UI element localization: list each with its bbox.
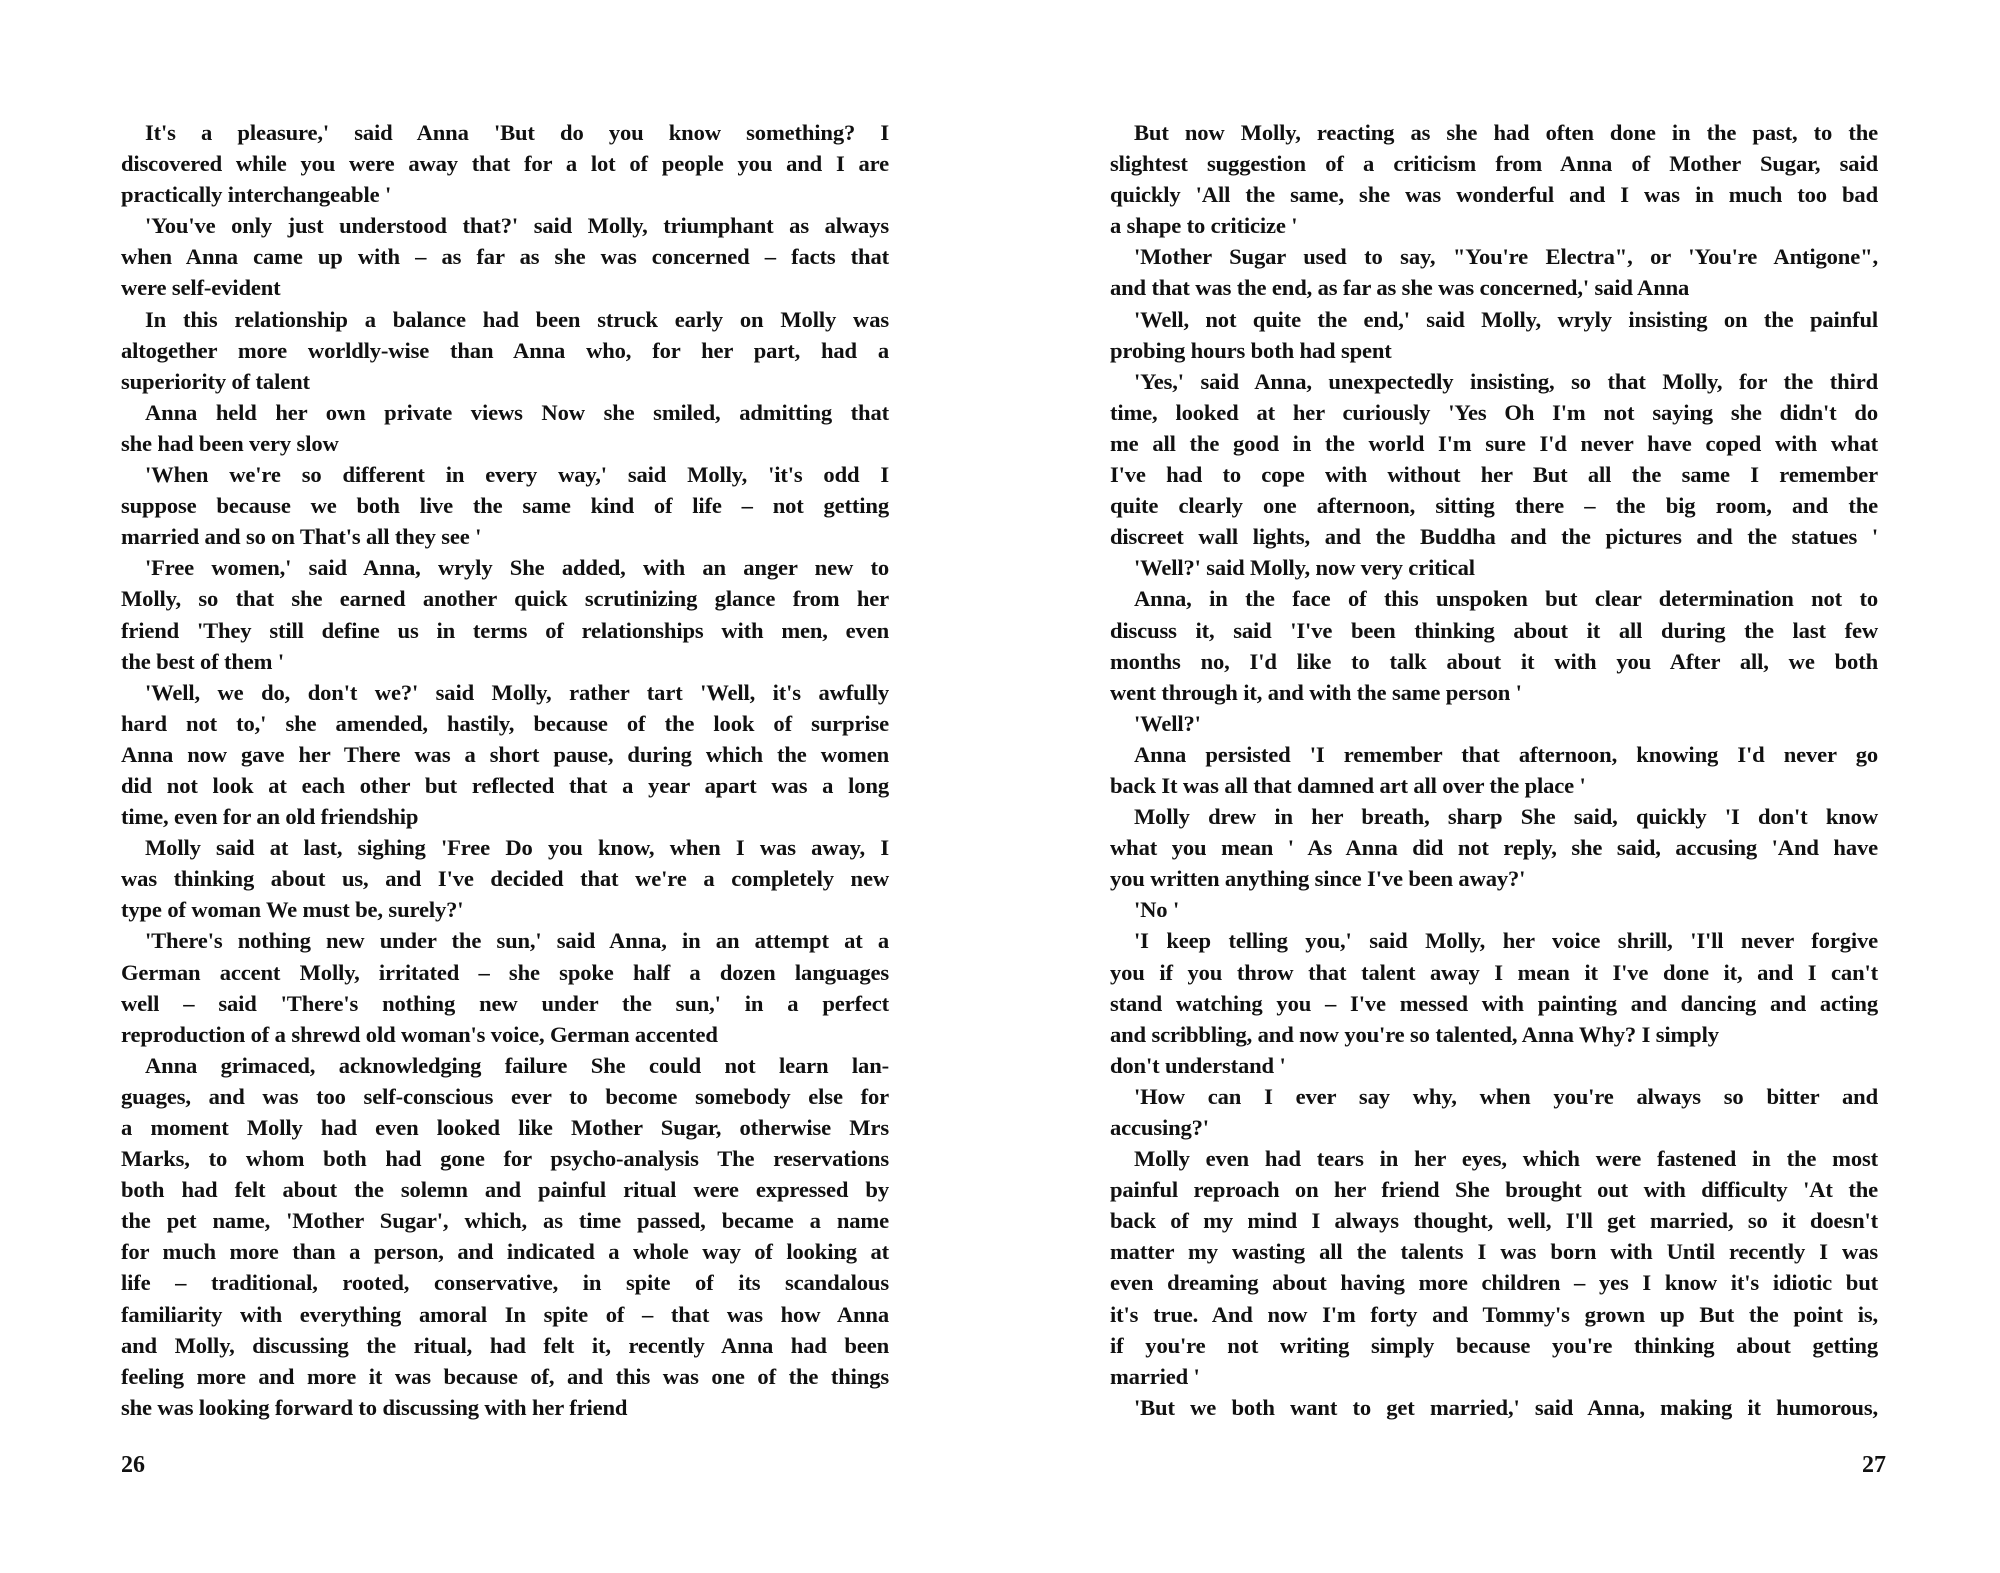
text-line: Anna persisted 'I remember that afternoon, knowing I'd never go bbox=[1134, 741, 1878, 767]
text-line: months no, I'd like to talk about it with you After all, we both bbox=[1110, 648, 1878, 674]
text-line: me all the good in the world I'm sure I'd never have coped with what bbox=[1110, 430, 1878, 456]
text-line: even dreaming about having more children – yes I know it's idiotic but bbox=[1110, 1270, 1878, 1296]
left-page-text bbox=[121, 117, 889, 1423]
text-line: what you mean ' As Anna did not reply, she said, accusing 'And have bbox=[1110, 835, 1878, 861]
text-line: 'You've only just understood that?' said Molly, triumphant as always bbox=[145, 213, 889, 239]
text-line: German accent Molly, irritated – she spoke half a dozen languages bbox=[121, 959, 889, 985]
text-line: she was looking forward to discussing with her friend bbox=[121, 1394, 628, 1420]
text-line: 'No ' bbox=[1134, 897, 1180, 923]
page-number-left: 26 bbox=[121, 1452, 145, 1478]
text-line: went through it, and with the same person ' bbox=[1110, 679, 1522, 705]
text-line: and Molly, discussing the ritual, had felt it, recently Anna had been bbox=[121, 1332, 889, 1358]
text-line: matter my wasting all the talents I was born with Until recently I was bbox=[1110, 1239, 1878, 1265]
text-line: 'Yes,' said Anna, unexpectedly insisting, so that Molly, for the third bbox=[1134, 368, 1878, 394]
text-line: stand watching you – I've messed with painting and dancing and acting bbox=[1110, 990, 1878, 1016]
text-line: slightest suggestion of a criticism from Anna of Mother Sugar, said bbox=[1110, 151, 1878, 177]
text-line: I've had to cope with without her But all the same I remember bbox=[1110, 462, 1878, 488]
text-line: both had felt about the solemn and painful ritual were expressed by bbox=[121, 1177, 889, 1203]
text-line: 'Mother Sugar used to say, "You're Electra", or 'You're Antigone", bbox=[1134, 244, 1878, 270]
text-line: altogether more worldly-wise than Anna who, for her part, had a bbox=[121, 337, 889, 363]
text-line: 'Well?' said Molly, now very critical bbox=[1134, 555, 1475, 581]
text-line: superiority of talent bbox=[121, 368, 310, 394]
text-line: familiarity with everything amoral In spite of – that was how Anna bbox=[121, 1301, 889, 1327]
text-line: you if you throw that talent away I mean it I've done it, and I can't bbox=[1110, 959, 1878, 985]
text-line: 'I keep telling you,' said Molly, her voice shrill, 'I'll never forgive bbox=[1134, 928, 1878, 954]
text-line: life – traditional, rooted, conservative, in spite of its scandalous bbox=[121, 1270, 889, 1296]
text-line: the pet name, 'Mother Sugar', which, as time passed, became a name bbox=[121, 1208, 889, 1234]
text-line: and that was the end, as far as she was concerned,' said Anna bbox=[1110, 275, 1690, 301]
text-line: was thinking about us, and I've decided that we're a completely new bbox=[121, 866, 889, 892]
text-line: a shape to criticize ' bbox=[1110, 213, 1298, 239]
text-line: Marks, to whom both had gone for psycho-analysis The reservations bbox=[121, 1146, 889, 1172]
text-line: quite clearly one afternoon, sitting there – the big room, and the bbox=[1110, 493, 1878, 519]
text-line: discuss it, said 'I've been thinking about it all during the last few bbox=[1110, 617, 1878, 643]
text-line: if you're not writing simply because you're thinking about getting bbox=[1110, 1332, 1878, 1358]
text-line: she had been very slow bbox=[121, 430, 339, 456]
text-line: back It was all that damned art all over the place ' bbox=[1110, 772, 1586, 798]
text-line: painful reproach on her friend She brought out with difficulty 'At the bbox=[1110, 1177, 1878, 1203]
text-line: Anna held her own private views Now she smiled, admitting that bbox=[145, 399, 889, 425]
text-line: for much more than a person, and indicated a whole way of looking at bbox=[121, 1239, 889, 1265]
text-line: it's true. And now I'm forty and Tommy's grown up But the point is, bbox=[1110, 1301, 1878, 1327]
text-line: were self-evident bbox=[121, 275, 281, 301]
text-line: discovered while you were away that for a lot of people you and I are bbox=[121, 151, 889, 177]
text-line: Anna now gave her There was a short pause, during which the women bbox=[121, 741, 889, 767]
text-line: accusing?' bbox=[1110, 1115, 1209, 1140]
text-line: Anna, in the face of this unspoken but clear determination not to bbox=[1134, 586, 1878, 612]
text-line: Molly, so that she earned another quick scrutinizing glance from her bbox=[121, 586, 889, 612]
text-line: guages, and was too self-conscious ever to become somebody else for bbox=[121, 1083, 889, 1109]
text-line: 'Well?' bbox=[1134, 710, 1201, 736]
text-line: you written anything since I've been away?' bbox=[1110, 866, 1526, 892]
text-line: Molly drew in her breath, sharp She said, quickly 'I don't know bbox=[1134, 804, 1878, 830]
right-page bbox=[1110, 117, 1878, 1423]
text-line: type of woman We must be, surely?' bbox=[121, 897, 464, 923]
text-line: discreet wall lights, and the Buddha and the pictures and the statues ' bbox=[1110, 524, 1878, 550]
text-line: 'Free women,' said Anna, wryly She added, with an anger new to bbox=[145, 555, 889, 581]
text-line: practically interchangeable ' bbox=[121, 182, 392, 208]
text-line: and scribbling, and now you're so talented, Anna Why? I simply bbox=[1110, 1021, 1719, 1047]
text-line: But now Molly, reacting as she had often done in the past, to the bbox=[1134, 120, 1878, 145]
text-line: probing hours both had spent bbox=[1110, 337, 1392, 363]
text-line: It's a pleasure,' said Anna 'But do you know something? I bbox=[145, 120, 889, 145]
text-line: In this relationship a balance had been struck early on Molly was bbox=[145, 306, 889, 332]
text-line: Molly said at last, sighing 'Free Do you know, when I was away, I bbox=[145, 835, 889, 861]
text-line: did not look at each other but reflected that a year apart was a long bbox=[121, 772, 889, 798]
text-line: time, looked at her curiously 'Yes Oh I'm not saying she didn't do bbox=[1110, 399, 1878, 425]
text-line: the best of them ' bbox=[121, 648, 284, 674]
text-line: 'Well, not quite the end,' said Molly, wryly insisting on the painful bbox=[1134, 306, 1878, 332]
text-line: quickly 'All the same, she was wonderful and I was in much too bad bbox=[1110, 182, 1878, 208]
text-line: suppose because we both live the same kind of life – not getting bbox=[121, 493, 889, 519]
text-line: Molly even had tears in her eyes, which were fastened in the most bbox=[1134, 1146, 1878, 1172]
text-line: Anna grimaced, acknowledging failure She could not learn lan- bbox=[145, 1052, 889, 1078]
text-line: 'There's nothing new under the sun,' said Anna, in an attempt at a bbox=[145, 928, 889, 954]
text-line: feeling more and more it was because of, and this was one of the things bbox=[121, 1363, 889, 1389]
text-line: time, even for an old friendship bbox=[121, 804, 419, 830]
text-line: married and so on That's all they see ' bbox=[121, 524, 482, 550]
text-line: a moment Molly had even looked like Mother Sugar, otherwise Mrs bbox=[121, 1115, 889, 1140]
text-line: 'When we're so different in every way,' said Molly, 'it's odd I bbox=[145, 462, 889, 488]
text-line: when Anna came up with – as far as she was concerned – facts that bbox=[121, 244, 889, 270]
left-page bbox=[121, 117, 889, 1423]
right-page-text bbox=[1110, 117, 1878, 1423]
text-line: don't understand ' bbox=[1110, 1052, 1286, 1078]
text-line: reproduction of a shrewd old woman's voice, German accented bbox=[121, 1021, 718, 1047]
text-line: 'How can I ever say why, when you're always so bitter and bbox=[1134, 1083, 1878, 1109]
text-line: hard not to,' she amended, hastily, because of the look of surprise bbox=[121, 710, 889, 736]
text-line: back of my mind I always thought, well, I'll get married, so it doesn't bbox=[1110, 1208, 1878, 1234]
text-line: 'But we both want to get married,' said Anna, making it humorous, bbox=[1134, 1394, 1878, 1420]
text-line: 'Well, we do, don't we?' said Molly, rather tart 'Well, it's awfully bbox=[145, 679, 889, 705]
page-number-right: 27 bbox=[1862, 1452, 1886, 1478]
text-line: well – said 'There's nothing new under the sun,' in a perfect bbox=[121, 990, 889, 1016]
text-line: friend 'They still define us in terms of relationships with men, even bbox=[121, 617, 889, 643]
text-line: married ' bbox=[1110, 1363, 1200, 1389]
